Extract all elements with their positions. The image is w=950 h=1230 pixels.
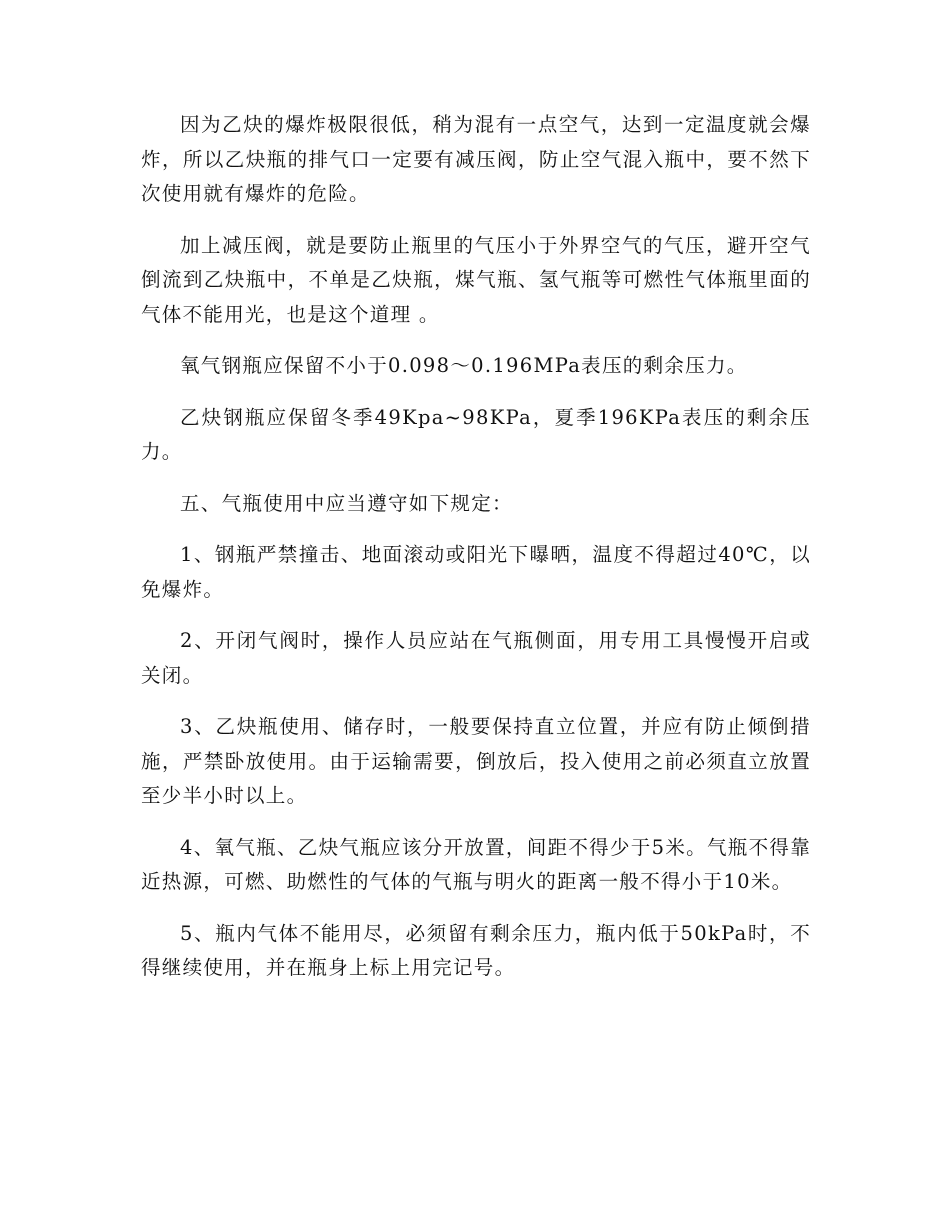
document-body	[141, 108, 811, 986]
rule-item-5: 5、瓶内气体不能用尽，必须留有剩余压力，瓶内低于50kPa时，不得继续使用，并在瓶身上标上用完记号。	[141, 921, 811, 979]
rule-item-4: 4、氧气瓶、乙炔气瓶应该分开放置，间距不得少于5米。气瓶不得靠近热源，可燃、助燃性的气体的气瓶与明火的距离一般不得小于10米。	[141, 835, 811, 893]
paragraph-acetylene-explosion-limit: 因为乙炔的爆炸极限很低，稍为混有一点空气，达到一定温度就会爆炸，所以乙炔瓶的排气口一定要有减压阀，防止空气混入瓶中，要不然下次使用就有爆炸的危险。	[141, 113, 811, 205]
rule-item-1: 1、钢瓶严禁撞击、地面滚动或阳光下曝晒，温度不得超过40℃，以免爆炸。	[141, 543, 811, 601]
rule-item-3: 3、乙炔瓶使用、储存时，一般要保持直立位置，并应有防止倾倒措施，严禁卧放使用。由于运输需要，倒放后，投入使用之前必须直立放置至少半小时以上。	[141, 715, 811, 807]
rule-item-2: 2、开闭气阀时，操作人员应站在气瓶侧面，用专用工具慢慢开启或关闭。	[141, 629, 811, 687]
paragraph-pressure-reducing-valve: 加上减压阀，就是要防止瓶里的气压小于外界空气的气压，避开空气倒流到乙炔瓶中，不单是乙炔瓶，煤气瓶、氢气瓶等可燃性气体瓶里面的气体不能用光，也是这个道理 。	[141, 233, 811, 326]
section-heading-usage-rules: 五、气瓶使用中应当遵守如下规定：	[180, 491, 513, 515]
paragraph-oxygen-residual-pressure: 氧气钢瓶应保留不小于0.098～0.196MPa表压的剩余压力。	[180, 354, 748, 377]
paragraph-acetylene-residual-pressure: 乙炔钢瓶应保留冬季49Kpa~98KPa，夏季196KPa表压的剩余压力。	[141, 405, 811, 463]
